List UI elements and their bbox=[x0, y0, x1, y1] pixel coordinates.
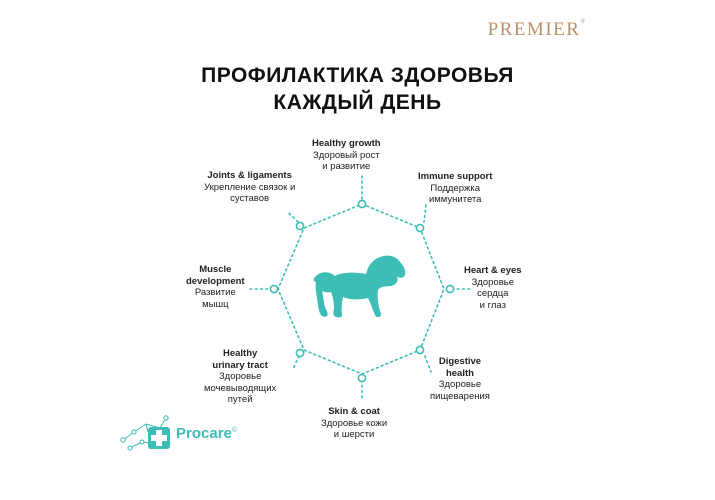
benefit-text: Укрепление связок и bbox=[204, 181, 296, 193]
benefit-title: development bbox=[186, 275, 245, 287]
benefit-text: Здоровый рост bbox=[313, 149, 380, 161]
benefit-text: Здоровье bbox=[471, 276, 514, 288]
benefit-text: Здоровье bbox=[218, 371, 262, 382]
benefit-text: Поддержка bbox=[430, 182, 480, 194]
node-bottom-left bbox=[296, 349, 303, 356]
benefit-title: Muscle bbox=[199, 264, 232, 275]
node-bottom bbox=[358, 374, 365, 381]
title-line-2: КАЖДЫЙ ДЕНЬ bbox=[273, 91, 442, 114]
benefit-text: Здоровье кожи bbox=[321, 417, 388, 429]
benefit-title: Healthy bbox=[222, 348, 258, 359]
node-left bbox=[270, 285, 277, 292]
benefit-text: и развитие bbox=[322, 161, 371, 172]
benefit-heart-eyes bbox=[464, 265, 522, 311]
puppy-silhouette-icon bbox=[314, 256, 406, 318]
benefit-title: Heart & eyes bbox=[464, 265, 522, 276]
benefit-skin-coat bbox=[321, 406, 387, 441]
benefit-title: Skin & coat bbox=[328, 406, 380, 417]
benefit-text: сердца bbox=[477, 288, 509, 299]
node-top bbox=[358, 200, 365, 207]
benefit-title: health bbox=[445, 367, 474, 379]
benefit-healthy-growth bbox=[312, 138, 381, 173]
benefit-text: суставов bbox=[230, 193, 270, 204]
benefit-urinary-tract bbox=[204, 348, 276, 406]
brand-name: PREMIER bbox=[487, 19, 581, 40]
benefit-muscle-development bbox=[186, 264, 245, 310]
title-line-1: ПРОФИЛАКТИКА ЗДОРОВЬЯ bbox=[201, 64, 514, 87]
procare-mark: © bbox=[231, 427, 238, 434]
node-right bbox=[446, 285, 453, 292]
benefit-title: Joints & ligaments bbox=[207, 170, 292, 181]
node-bottom-right bbox=[416, 346, 423, 353]
benefit-text: Развитие bbox=[194, 287, 236, 298]
benefit-digestive-health bbox=[430, 356, 490, 402]
benefit-text: Здоровье bbox=[438, 379, 482, 390]
node-top-left bbox=[296, 222, 303, 229]
benefit-text: мышц bbox=[202, 298, 229, 310]
benefit-title: Digestive bbox=[438, 356, 482, 367]
benefit-title: Healthy growth bbox=[312, 138, 381, 149]
benefit-text: мочевыводящих bbox=[204, 382, 277, 394]
benefit-joints-ligaments bbox=[204, 170, 295, 205]
benefit-immune-support bbox=[418, 171, 492, 206]
procare-logo bbox=[176, 425, 237, 442]
benefit-text: и глаз bbox=[479, 299, 506, 311]
benefit-text: путей bbox=[227, 394, 253, 405]
node-top-right bbox=[416, 224, 423, 231]
brand-mark: ® bbox=[580, 19, 585, 25]
benefit-title: Immune support bbox=[418, 171, 493, 182]
benefit-text: и шерсти bbox=[333, 429, 375, 440]
procare-name: Procare bbox=[176, 425, 232, 442]
benefit-text: иммунитета bbox=[428, 194, 482, 205]
benefit-title: urinary tract bbox=[212, 359, 268, 371]
benefit-text: пищеварения bbox=[430, 390, 490, 402]
